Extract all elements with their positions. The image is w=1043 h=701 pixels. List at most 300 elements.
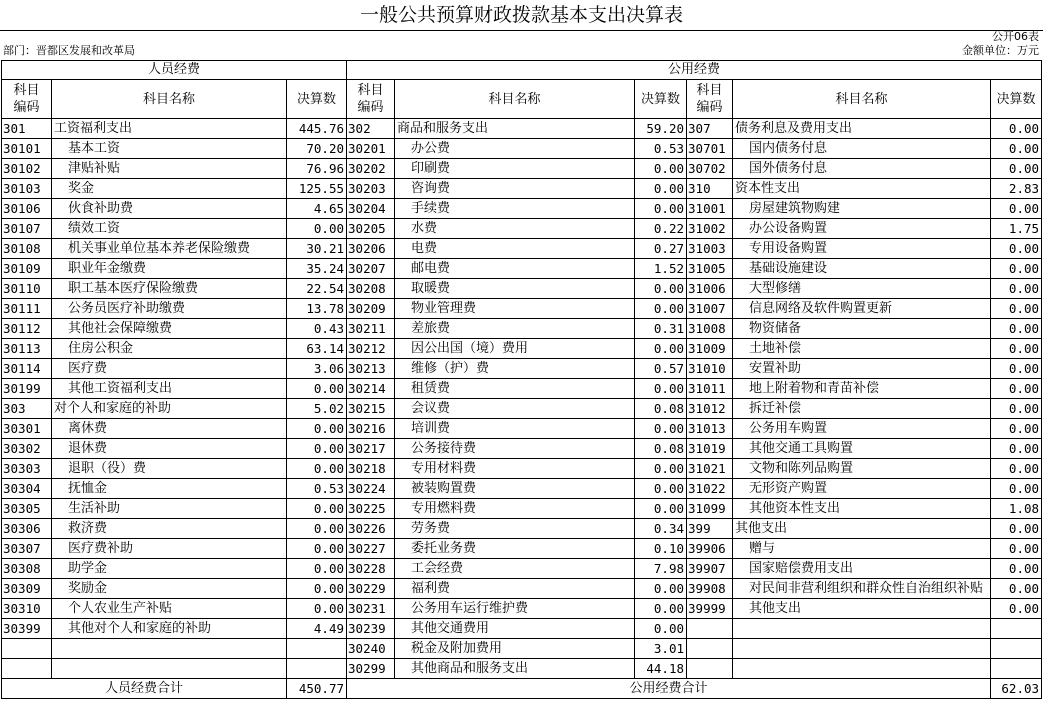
department-label: 部门：晋都区发展和改革局 [3, 44, 135, 57]
subject-code: 30211 [347, 319, 395, 339]
subject-name: 住房公积金 [52, 339, 287, 359]
subject-code: 30215 [347, 399, 395, 419]
subject-name: 专用材料费 [395, 459, 635, 479]
amount-value: 0.10 [635, 539, 687, 559]
amount-value: 0.00 [635, 279, 687, 299]
amount-value: 0.00 [991, 159, 1042, 179]
amount-value [287, 639, 347, 659]
amount-value: 0.00 [635, 579, 687, 599]
amount-value: 125.55 [287, 179, 347, 199]
subject-name: 职工基本医疗保险缴费 [52, 279, 287, 299]
subject-name: 福利费 [395, 579, 635, 599]
subject-name: 差旅费 [395, 319, 635, 339]
amount-value: 0.00 [991, 239, 1042, 259]
subject-name: 医疗费补助 [52, 539, 287, 559]
amount-value: 0.00 [635, 499, 687, 519]
amount-value: 0.00 [287, 459, 347, 479]
subject-code: 30701 [687, 139, 733, 159]
amount-value: 0.34 [635, 519, 687, 539]
table-row [2, 439, 1042, 459]
subject-name: 无形资产购置 [733, 479, 991, 499]
subject-name: 退职（役）费 [52, 459, 287, 479]
amount-value [991, 639, 1042, 659]
name-header: 科目名称 [395, 80, 635, 119]
table-row [2, 179, 1042, 199]
amount-value: 0.00 [991, 259, 1042, 279]
subject-name: 基础设施建设 [733, 259, 991, 279]
subject-code: 30307 [2, 539, 52, 559]
amount-value: 445.76 [287, 119, 347, 139]
subject-code: 30109 [2, 259, 52, 279]
amount-value: 0.00 [991, 319, 1042, 339]
subject-name [733, 659, 991, 679]
amount-value: 0.00 [991, 119, 1042, 139]
subject-name: 水费 [395, 219, 635, 239]
subject-name: 房屋建筑物购建 [733, 199, 991, 219]
amount-value: 0.00 [635, 159, 687, 179]
subject-name: 物资储备 [733, 319, 991, 339]
public-total-amount: 62.03 [991, 679, 1042, 699]
subject-name: 奖金 [52, 179, 287, 199]
amount-value: 63.14 [287, 339, 347, 359]
amount-value: 22.54 [287, 279, 347, 299]
amount-value: 0.00 [635, 619, 687, 639]
subject-name: 公务接待费 [395, 439, 635, 459]
subject-code: 30213 [347, 359, 395, 379]
subject-name: 助学金 [52, 559, 287, 579]
subject-code [2, 639, 52, 659]
table-row [2, 139, 1042, 159]
amount-value: 0.00 [991, 359, 1042, 379]
table-row [2, 459, 1042, 479]
table-row [2, 319, 1042, 339]
amount-value: 0.00 [287, 419, 347, 439]
amount-value: 4.49 [287, 619, 347, 639]
totals-row [2, 679, 1042, 699]
amount-header: 决算数 [287, 80, 347, 119]
amount-value: 35.24 [287, 259, 347, 279]
amount-value: 0.00 [287, 559, 347, 579]
subject-code: 30103 [2, 179, 52, 199]
personnel-header: 人员经费 [2, 61, 347, 80]
subject-code: 39906 [687, 539, 733, 559]
subject-code: 31022 [687, 479, 733, 499]
subject-name: 土地补偿 [733, 339, 991, 359]
amount-header: 决算数 [991, 80, 1042, 119]
subject-name [52, 659, 287, 679]
subject-code: 310 [687, 179, 733, 199]
subject-code: 30305 [2, 499, 52, 519]
subject-code: 39908 [687, 579, 733, 599]
subject-code: 31008 [687, 319, 733, 339]
unit-label: 金额单位：万元 [962, 44, 1039, 57]
amount-value: 0.00 [991, 459, 1042, 479]
subject-code: 399 [687, 519, 733, 539]
amount-value: 0.00 [287, 519, 347, 539]
table-row [2, 419, 1042, 439]
amount-value: 0.43 [287, 319, 347, 339]
subject-code: 31005 [687, 259, 733, 279]
subject-code: 31007 [687, 299, 733, 319]
subject-code: 30108 [2, 239, 52, 259]
amount-value: 7.98 [635, 559, 687, 579]
subject-name: 其他交通工具购置 [733, 439, 991, 459]
subject-name: 物业管理费 [395, 299, 635, 319]
subject-code: 30229 [347, 579, 395, 599]
subject-name: 电费 [395, 239, 635, 259]
subject-code: 30309 [2, 579, 52, 599]
amount-value: 5.02 [287, 399, 347, 419]
amount-value: 0.00 [991, 199, 1042, 219]
subject-code: 30303 [2, 459, 52, 479]
code-header: 科目 编码 [347, 80, 395, 119]
subject-code: 30110 [2, 279, 52, 299]
subject-name: 其他支出 [733, 519, 991, 539]
amount-value: 0.00 [991, 599, 1042, 619]
subject-name: 对个人和家庭的补助 [52, 399, 287, 419]
amount-value: 0.00 [287, 599, 347, 619]
subject-name: 基本工资 [52, 139, 287, 159]
subject-name: 信息网络及软件购置更新 [733, 299, 991, 319]
subject-code: 30205 [347, 219, 395, 239]
amount-value: 0.00 [635, 419, 687, 439]
subject-code: 30299 [347, 659, 395, 679]
subject-name: 咨询费 [395, 179, 635, 199]
amount-value: 70.20 [287, 139, 347, 159]
subject-code: 30206 [347, 239, 395, 259]
amount-value: 4.65 [287, 199, 347, 219]
amount-value: 2.83 [991, 179, 1042, 199]
subject-name: 工会经费 [395, 559, 635, 579]
subject-name: 办公设备购置 [733, 219, 991, 239]
amount-value: 3.01 [635, 639, 687, 659]
subject-code: 30301 [2, 419, 52, 439]
subject-name: 国外债务付息 [733, 159, 991, 179]
subject-name: 委托业务费 [395, 539, 635, 559]
table-row [2, 499, 1042, 519]
subject-code: 30227 [347, 539, 395, 559]
subject-code: 30217 [347, 439, 395, 459]
amount-value: 30.21 [287, 239, 347, 259]
table-row [2, 339, 1042, 359]
subject-name: 其他工资福利支出 [52, 379, 287, 399]
amount-value: 0.08 [635, 439, 687, 459]
subject-code [2, 659, 52, 679]
amount-value: 0.00 [635, 479, 687, 499]
subject-name: 税金及附加费用 [395, 639, 635, 659]
amount-value: 0.00 [991, 559, 1042, 579]
subject-code: 39999 [687, 599, 733, 619]
table-row [2, 239, 1042, 259]
subject-code: 30107 [2, 219, 52, 239]
subject-code: 303 [2, 399, 52, 419]
subject-code: 301 [2, 119, 52, 139]
amount-value: 0.00 [991, 279, 1042, 299]
subject-code: 30240 [347, 639, 395, 659]
subject-name: 抚恤金 [52, 479, 287, 499]
subject-code: 30218 [347, 459, 395, 479]
subject-code: 30239 [347, 619, 395, 639]
subject-code: 30224 [347, 479, 395, 499]
subject-name: 其他支出 [733, 599, 991, 619]
table-row [2, 639, 1042, 659]
subject-name: 奖励金 [52, 579, 287, 599]
table-row [2, 539, 1042, 559]
table-row [2, 359, 1042, 379]
table-row [2, 619, 1042, 639]
column-header-row [2, 80, 1042, 119]
expenditure-table [1, 60, 1042, 699]
amount-value: 0.00 [991, 579, 1042, 599]
amount-value: 0.00 [991, 399, 1042, 419]
name-header: 科目名称 [733, 80, 991, 119]
amount-value: 0.00 [991, 539, 1042, 559]
table-row [2, 519, 1042, 539]
subject-name: 国家赔偿费用支出 [733, 559, 991, 579]
amount-value: 0.00 [635, 459, 687, 479]
amount-value: 0.22 [635, 219, 687, 239]
subject-code: 31009 [687, 339, 733, 359]
subject-name: 对民间非营利组织和群众性自治组织补贴 [733, 579, 991, 599]
subject-name [52, 639, 287, 659]
subject-code: 30202 [347, 159, 395, 179]
subject-code: 302 [347, 119, 395, 139]
amount-value: 0.00 [287, 439, 347, 459]
subject-code: 30231 [347, 599, 395, 619]
subject-name: 大型修缮 [733, 279, 991, 299]
form-number: 公开06表 [992, 30, 1039, 43]
subject-name: 国内债务付息 [733, 139, 991, 159]
amount-value [287, 659, 347, 679]
public-header: 公用经费 [347, 61, 1042, 80]
name-header: 科目名称 [52, 80, 287, 119]
amount-value: 59.20 [635, 119, 687, 139]
subject-name: 生活补助 [52, 499, 287, 519]
subject-name: 公务员医疗补助缴费 [52, 299, 287, 319]
amount-value: 1.08 [991, 499, 1042, 519]
subject-name: 债务利息及费用支出 [733, 119, 991, 139]
subject-name: 救济费 [52, 519, 287, 539]
subject-code: 31002 [687, 219, 733, 239]
subject-code [687, 639, 733, 659]
subject-name: 离休费 [52, 419, 287, 439]
subject-name: 退休费 [52, 439, 287, 459]
subject-code: 30208 [347, 279, 395, 299]
table-row [2, 119, 1042, 139]
subject-name: 被装购置费 [395, 479, 635, 499]
subject-name: 劳务费 [395, 519, 635, 539]
table-row [2, 279, 1042, 299]
subject-code: 30702 [687, 159, 733, 179]
subject-name: 维修（护）费 [395, 359, 635, 379]
amount-value: 0.53 [287, 479, 347, 499]
subject-code: 30209 [347, 299, 395, 319]
table-row [2, 299, 1042, 319]
subject-code: 30216 [347, 419, 395, 439]
subject-name [733, 619, 991, 639]
amount-value: 0.08 [635, 399, 687, 419]
subject-name: 绩效工资 [52, 219, 287, 239]
table-row [2, 199, 1042, 219]
amount-value: 0.27 [635, 239, 687, 259]
subject-code: 30106 [2, 199, 52, 219]
amount-value: 0.00 [991, 479, 1042, 499]
subject-code: 31012 [687, 399, 733, 419]
subject-name: 因公出国（境）费用 [395, 339, 635, 359]
public-total-label: 公用经费合计 [347, 679, 991, 699]
divider [0, 30, 1043, 31]
amount-value: 0.00 [635, 379, 687, 399]
subject-name: 赠与 [733, 539, 991, 559]
amount-value: 0.00 [287, 579, 347, 599]
subject-name: 职业年金缴费 [52, 259, 287, 279]
subject-code: 30199 [2, 379, 52, 399]
personnel-total-amount: 450.77 [287, 679, 347, 699]
subject-code: 30113 [2, 339, 52, 359]
subject-name: 培训费 [395, 419, 635, 439]
subject-name: 津贴补贴 [52, 159, 287, 179]
subject-code: 30304 [2, 479, 52, 499]
amount-value: 0.00 [287, 379, 347, 399]
subject-name: 伙食补助费 [52, 199, 287, 219]
table-row [2, 599, 1042, 619]
subject-code [687, 659, 733, 679]
subject-code: 31019 [687, 439, 733, 459]
amount-value: 0.53 [635, 139, 687, 159]
subject-code [687, 619, 733, 639]
subject-name: 专用设备购置 [733, 239, 991, 259]
subject-name: 其他对个人和家庭的补助 [52, 619, 287, 639]
subject-name: 地上附着物和青苗补偿 [733, 379, 991, 399]
subject-code: 30228 [347, 559, 395, 579]
subject-code: 307 [687, 119, 733, 139]
table-row [2, 579, 1042, 599]
amount-value: 0.00 [991, 439, 1042, 459]
amount-value: 76.96 [287, 159, 347, 179]
subject-code: 31006 [687, 279, 733, 299]
code-header: 科目 编码 [687, 80, 733, 119]
amount-value: 0.00 [991, 339, 1042, 359]
subject-name: 资本性支出 [733, 179, 991, 199]
table-row [2, 159, 1042, 179]
subject-code: 30306 [2, 519, 52, 539]
amount-value: 0.31 [635, 319, 687, 339]
amount-value: 0.00 [635, 179, 687, 199]
amount-value: 0.00 [991, 419, 1042, 439]
subject-code: 30308 [2, 559, 52, 579]
subject-code: 31099 [687, 499, 733, 519]
code-header: 科目 编码 [2, 80, 52, 119]
page-title: 一般公共预算财政拨款基本支出决算表 [359, 4, 683, 26]
amount-value: 0.00 [635, 339, 687, 359]
amount-value: 3.06 [287, 359, 347, 379]
subject-code: 30207 [347, 259, 395, 279]
table-row [2, 659, 1042, 679]
subject-name [733, 639, 991, 659]
subject-name: 会议费 [395, 399, 635, 419]
amount-value: 0.00 [287, 219, 347, 239]
amount-value: 1.75 [991, 219, 1042, 239]
amount-value: 0.00 [287, 539, 347, 559]
subject-name: 租赁费 [395, 379, 635, 399]
amount-value: 0.00 [635, 599, 687, 619]
subject-name: 个人农业生产补贴 [52, 599, 287, 619]
amount-value: 13.78 [287, 299, 347, 319]
amount-value [991, 619, 1042, 639]
subject-name: 办公费 [395, 139, 635, 159]
subject-code: 31021 [687, 459, 733, 479]
subject-code: 30111 [2, 299, 52, 319]
subject-code: 31003 [687, 239, 733, 259]
subject-name: 医疗费 [52, 359, 287, 379]
subject-code: 30112 [2, 319, 52, 339]
subject-name: 文物和陈列品购置 [733, 459, 991, 479]
amount-value: 1.52 [635, 259, 687, 279]
subject-name: 邮电费 [395, 259, 635, 279]
subject-name: 机关事业单位基本养老保险缴费 [52, 239, 287, 259]
subject-name: 工资福利支出 [52, 119, 287, 139]
subject-code: 31013 [687, 419, 733, 439]
amount-value: 0.00 [635, 299, 687, 319]
subject-code: 30310 [2, 599, 52, 619]
amount-value: 0.00 [991, 379, 1042, 399]
amount-value [991, 659, 1042, 679]
amount-value: 0.00 [991, 299, 1042, 319]
subject-code: 30204 [347, 199, 395, 219]
subject-code: 30214 [347, 379, 395, 399]
subject-code: 39907 [687, 559, 733, 579]
subject-code: 31011 [687, 379, 733, 399]
amount-value: 0.00 [287, 499, 347, 519]
table-row [2, 379, 1042, 399]
subject-name: 公务用车购置 [733, 419, 991, 439]
amount-header: 决算数 [635, 80, 687, 119]
subject-name: 商品和服务支出 [395, 119, 635, 139]
subject-code: 31010 [687, 359, 733, 379]
subject-code: 30226 [347, 519, 395, 539]
subject-name: 其他社会保障缴费 [52, 319, 287, 339]
subject-name: 印刷费 [395, 159, 635, 179]
subject-code: 31001 [687, 199, 733, 219]
subject-name: 手续费 [395, 199, 635, 219]
table-row [2, 219, 1042, 239]
subject-code: 30101 [2, 139, 52, 159]
subject-code: 30399 [2, 619, 52, 639]
amount-value: 44.18 [635, 659, 687, 679]
subject-name: 其他资本性支出 [733, 499, 991, 519]
subject-code: 30203 [347, 179, 395, 199]
subject-name: 公务用车运行维护费 [395, 599, 635, 619]
subject-code: 30302 [2, 439, 52, 459]
subject-name: 其他交通费用 [395, 619, 635, 639]
table-row [2, 259, 1042, 279]
table-row [2, 399, 1042, 419]
subject-code: 30212 [347, 339, 395, 359]
subject-code: 30114 [2, 359, 52, 379]
subject-name: 取暖费 [395, 279, 635, 299]
subject-name: 安置补助 [733, 359, 991, 379]
group-header-row [2, 61, 1042, 80]
subject-name: 其他商品和服务支出 [395, 659, 635, 679]
table-row [2, 479, 1042, 499]
subject-name: 拆迁补偿 [733, 399, 991, 419]
subject-name: 专用燃料费 [395, 499, 635, 519]
amount-value: 0.00 [991, 139, 1042, 159]
personnel-total-label: 人员经费合计 [2, 679, 287, 699]
subject-code: 30201 [347, 139, 395, 159]
subject-code: 30225 [347, 499, 395, 519]
amount-value: 0.00 [635, 199, 687, 219]
